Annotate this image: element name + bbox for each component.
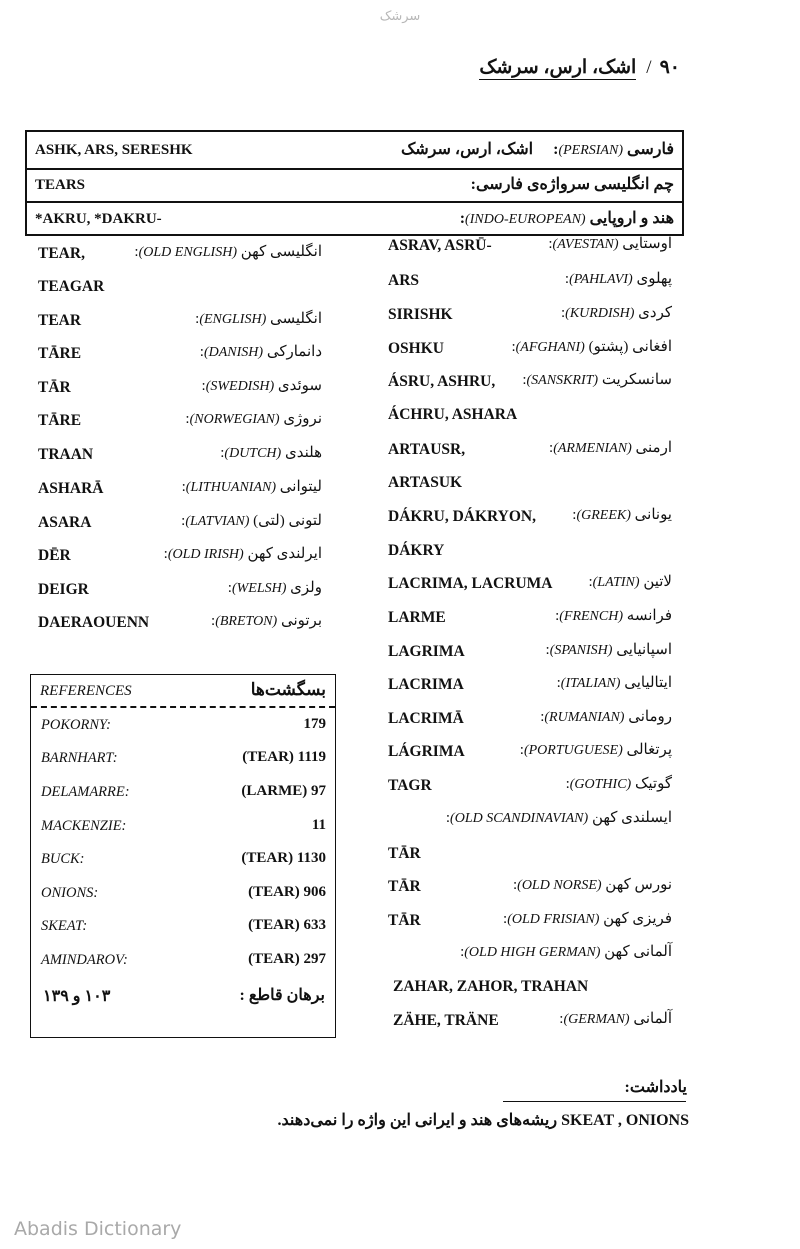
left-word: DEIGR <box>38 581 89 598</box>
right-language: گوتیک (GOTHIC): <box>565 776 672 792</box>
left-language: دانمارکی (DANISH): <box>199 344 322 360</box>
right-language: سانسکریت (SANSKRIT): <box>522 372 672 388</box>
reference-name: ONIONS: <box>41 885 99 901</box>
english-meaning-label: چم انگلیسی سرواژه‌ی فارسی: <box>470 176 674 193</box>
note-text <box>278 1110 689 1130</box>
reference-value: 179 <box>303 716 326 732</box>
note-underline <box>503 1101 686 1102</box>
right-word: DÁKRU, DÁKRYON, <box>388 508 536 525</box>
reference-name: POKORNY: <box>41 717 111 733</box>
right-word: ZÄHE, TRÄNE <box>393 1012 499 1029</box>
left-language: برتونی (BRETON): <box>211 613 322 629</box>
reference-name: MACKENZIE: <box>41 818 127 834</box>
references-divider <box>31 706 335 708</box>
right-word: TĀR <box>388 912 421 929</box>
reference-value: (TEAR) 1130 <box>241 850 326 866</box>
right-word: SIRISHK <box>388 306 453 323</box>
right-word: ZAHAR, ZAHOR, TRAHAN <box>393 978 589 995</box>
right-word: ÁCHRU, ASHARA <box>388 406 518 423</box>
left-language: انگلیسی (ENGLISH): <box>195 311 322 327</box>
reference-name: BARNHART: <box>41 750 118 766</box>
left-word: TEAGAR <box>38 278 105 295</box>
indo-european-root: *AKRU, *DAKRU- <box>35 211 162 227</box>
right-word: OSHKU <box>388 340 444 357</box>
left-language: انگلیسی کهن (OLD ENGLISH): <box>134 244 322 260</box>
box-row-english-meaning <box>27 170 682 203</box>
left-language: هلندی (DUTCH): <box>220 445 322 461</box>
english-meaning: TEARS <box>35 177 86 193</box>
right-language: کردی (KURDISH): <box>561 305 672 321</box>
references-heading: REFERENCES <box>40 683 132 699</box>
page-header <box>479 56 680 79</box>
note-title: یادداشت: <box>624 1079 687 1096</box>
page-number: ۹۰ <box>659 57 680 78</box>
reference-value: (TEAR) 633 <box>248 917 326 933</box>
references-heading-fa: بسگشت‌ها <box>250 680 326 699</box>
left-word: TRAAN <box>38 446 94 463</box>
right-word: LACRIMA, LACRUMA <box>388 575 553 592</box>
right-word: TĀR <box>388 845 421 862</box>
right-language: ایسلندی کهن (OLD SCANDINAVIAN): <box>445 810 672 826</box>
right-word: TĀR <box>388 878 421 895</box>
left-word: DAERAOUENN <box>38 614 150 631</box>
right-word: DÁKRY <box>388 542 445 559</box>
left-word: ASARA <box>38 514 92 531</box>
box-row-persian <box>27 132 682 170</box>
left-language: سوئدی (SWEDISH): <box>201 378 322 394</box>
right-language: فریزی کهن (OLD FRISIAN): <box>503 911 672 927</box>
right-language: ایتالیایی (ITALIAN): <box>556 675 672 691</box>
right-language: فرانسه (FRENCH): <box>555 608 672 624</box>
reference-value: (TEAR) 906 <box>248 884 326 900</box>
right-language: پرتغالی (PORTUGUESE): <box>519 742 672 758</box>
right-word: LAGRIMA <box>388 643 465 660</box>
note-text-en: SKEAT , ONIONS <box>561 1112 689 1129</box>
persian-headword-latin: ASHK, ARS, SERESHK <box>35 142 193 158</box>
right-word: LARME <box>388 609 446 626</box>
right-word: LACRIMĀ <box>388 710 464 727</box>
burhan-pages: ۱۰۳ و ۱۳۹ <box>43 988 111 1005</box>
reference-value: (TEAR) 297 <box>248 951 326 967</box>
left-word: TĀRE <box>38 345 82 362</box>
right-language: پهلوی (PAHLAVI): <box>564 271 672 287</box>
right-word: TAGR <box>388 777 432 794</box>
footer-watermark: Abadis Dictionary <box>14 1218 182 1240</box>
reference-value: (TEAR) 1119 <box>242 749 326 765</box>
indo-european-language: هند و اروپایی (INDO-EUROPEAN): <box>459 210 674 227</box>
persian-language: فارسی (PERSIAN): اشک، ارس، سرشک <box>400 141 674 158</box>
reference-value: 11 <box>311 817 326 833</box>
left-word: TĀR <box>38 379 71 396</box>
reference-name: AMINDAROV: <box>41 952 128 968</box>
right-word: ARTASUK <box>388 474 463 491</box>
right-language: یونانی (GREEK): <box>572 507 672 523</box>
right-word: LACRIMA <box>388 676 464 693</box>
right-word: ARTAUSR, <box>388 441 466 458</box>
right-word: ÁSRU, ASHRU, <box>388 373 496 390</box>
right-language: رومانی (RUMANIAN): <box>540 709 672 725</box>
burhan-label: برهان قاطع : <box>239 987 325 1004</box>
right-language: نورس کهن (OLD NORSE): <box>512 877 672 893</box>
left-language: لتونی (لتی) (LATVIAN): <box>181 513 322 529</box>
reference-name: BUCK: <box>41 851 85 867</box>
right-language: لاتین (LATIN): <box>588 574 672 590</box>
right-language: ارمنی (ARMENIAN): <box>549 440 672 456</box>
right-language: آلمانی کهن (OLD HIGH GERMAN): <box>460 944 672 960</box>
left-word: TEAR, <box>38 245 85 262</box>
note-text-fa: ریشه‌های هند و ایرانی این واژه را نمی‌دهند. <box>277 1112 558 1129</box>
right-language: افغانی (پشتو) (AFGHANI): <box>511 339 672 355</box>
references-box <box>30 674 336 1038</box>
left-word: ASHARĀ <box>38 480 104 497</box>
entry-box <box>25 130 684 236</box>
top-caption: سرشک <box>379 9 421 24</box>
left-word: TĀRE <box>38 412 82 429</box>
left-language: لیتوانی (LITHUANIAN): <box>181 479 322 495</box>
reference-name: DELAMARRE: <box>41 784 130 800</box>
right-word: ASRAV, ASRŪ- <box>388 237 492 254</box>
right-language: اسپانیایی (SPANISH): <box>545 642 672 658</box>
page-title: اشک، ارس، سرشک <box>479 57 637 78</box>
persian-headword: اشک، ارس، سرشک <box>400 141 534 158</box>
right-word: LÁGRIMA <box>388 743 465 760</box>
left-word: TEAR <box>38 312 82 329</box>
left-word: DĒR <box>38 547 71 564</box>
left-language: ولزی (WELSH): <box>227 580 322 596</box>
header-separator: / <box>646 57 652 78</box>
right-language: اوستایی (AVESTAN): <box>548 236 672 252</box>
left-language: ایرلندی کهن (OLD IRISH): <box>163 546 322 562</box>
right-language: آلمانی (GERMAN): <box>559 1011 672 1027</box>
reference-value: (LARME) 97 <box>241 783 326 799</box>
box-row-indo-european <box>27 203 682 234</box>
left-language: نروژی (NORWEGIAN): <box>185 411 322 427</box>
right-word: ARS <box>388 272 420 289</box>
reference-name: SKEAT: <box>41 918 88 934</box>
